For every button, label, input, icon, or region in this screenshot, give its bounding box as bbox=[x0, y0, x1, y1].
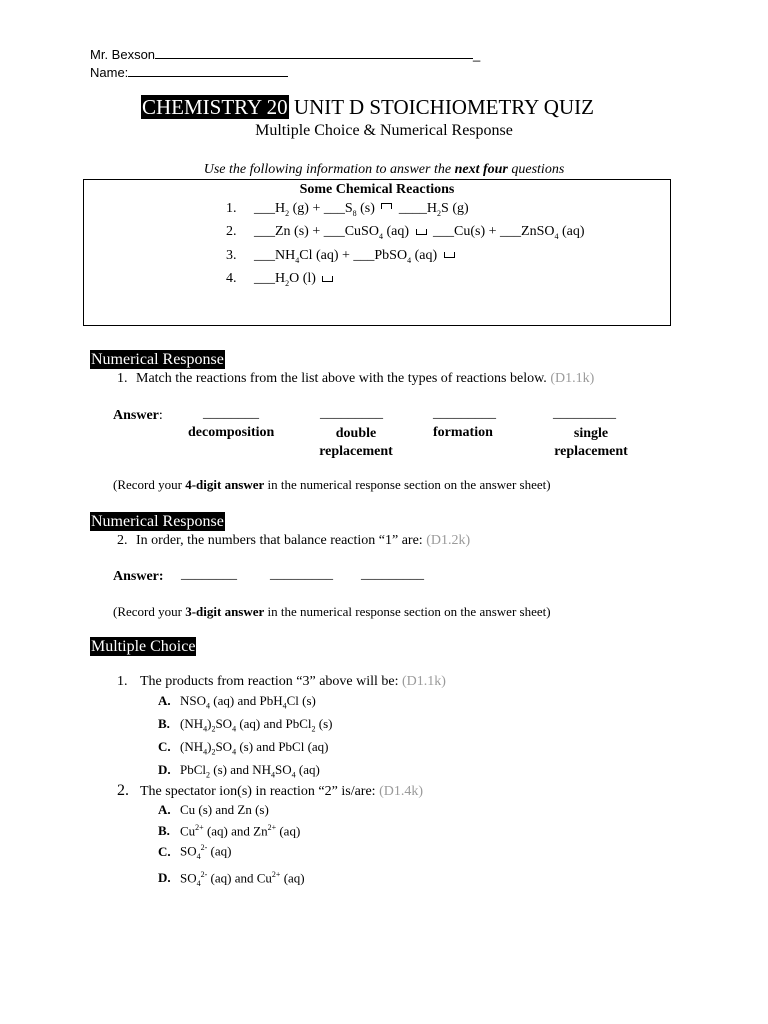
nr1-answer-label: Answer: bbox=[113, 408, 163, 423]
reactions-box bbox=[83, 179, 671, 326]
mc-q2-option-c[interactable]: C. $SO_4^{2-}$ (aq) bbox=[158, 843, 232, 862]
type-double-replacement: double replacement bbox=[319, 426, 393, 459]
name-field[interactable] bbox=[128, 63, 288, 77]
nr1-record-note: (Record your 4-digit answer in the numerical response section on the answer sheet) bbox=[113, 477, 551, 492]
mc-q2-option-a[interactable]: A. Cu (s) and Zn (s) bbox=[158, 802, 269, 817]
type-decomposition: decomposition bbox=[188, 425, 275, 440]
mc-q2: 2. The spectator ion(s) in reaction “2” is/are: (D1.4k) bbox=[117, 782, 424, 799]
teacher-underline bbox=[155, 46, 473, 59]
name-label: Name: bbox=[90, 65, 129, 80]
nr2-record-note: (Record your 3-digit answer in the numerical response section on the answer sheet) bbox=[113, 604, 551, 619]
nr2-answer-label: Answer: bbox=[113, 569, 164, 584]
mc-q1-option-c[interactable]: C. $(NH_4)_2SO_4$ (s) and PbCl (aq) bbox=[158, 739, 329, 757]
nr1-blank-1[interactable]: ________ bbox=[203, 406, 259, 421]
mc-q1-option-b[interactable]: B. $(NH_4)_2SO_4$ (aq) and PbCl$_2$ (s) bbox=[158, 716, 333, 734]
type-formation: formation bbox=[433, 425, 493, 440]
reaction-3: 3. $\_\_\_NH_4Cl$ (aq) + ___PbSO$_4$ (aq) bbox=[226, 247, 585, 270]
title-highlight: CHEMISTRY 20 bbox=[142, 95, 288, 119]
mc-q1-option-a[interactable]: A. $NSO_4$ (aq) and PbH$_4$Cl (s) bbox=[158, 693, 316, 711]
nr1-blank-3[interactable]: _________ bbox=[433, 406, 496, 421]
mc-q1-options bbox=[158, 692, 333, 784]
nr1-blank-4[interactable]: _________ bbox=[553, 406, 616, 421]
mc-q2-options bbox=[158, 801, 305, 892]
nr2-question: 2. In order, the numbers that balance reaction “1” are: (D1.2k) bbox=[117, 533, 471, 548]
reactions-box-title: Some Chemical Reactions bbox=[299, 182, 455, 197]
nr2-blank-1[interactable]: ________ bbox=[181, 567, 237, 582]
mc-q2-code: (D1.4k) bbox=[379, 784, 424, 799]
title-rest: UNIT D STOICHIOMETRY QUIZ bbox=[288, 95, 594, 119]
mc-header: Multiple Choice bbox=[91, 638, 196, 655]
page-title bbox=[141, 95, 594, 120]
teacher-line: Mr. Bexson _ bbox=[90, 47, 481, 62]
mc-q1-code: (D1.1k) bbox=[402, 674, 446, 689]
nr2-blank-2[interactable]: _________ bbox=[270, 567, 333, 582]
name-line bbox=[90, 63, 288, 80]
instruction: Use the following information to answer the next four questions bbox=[203, 162, 565, 177]
reaction-4: 4. $\_\_\_H_2O$ (l) bbox=[226, 270, 585, 293]
teacher-name: Mr. Bexson bbox=[90, 47, 156, 62]
nr2-header: Numerical Response bbox=[91, 513, 224, 530]
nr1-header: Numerical Response bbox=[91, 351, 224, 368]
reaction-1: 1. $\_\_\_H_2$ $(g) + \_\_\_S_8$ (s) $\_\_\_\_H_2S$ (g) bbox=[226, 201, 469, 218]
nr2-blank-3[interactable]: _________ bbox=[361, 567, 424, 582]
subtitle: Multiple Choice & Numerical Response bbox=[255, 122, 513, 139]
nr1-code: (D1.1k) bbox=[550, 371, 595, 386]
nr2-code: (D1.2k) bbox=[426, 533, 471, 548]
nr1-blank-2[interactable]: _________ bbox=[320, 406, 383, 421]
mc-q2-option-b[interactable]: B. $Cu^{2+}$ (aq) and $Zn^{2+}$ (aq) bbox=[158, 822, 301, 838]
nr1-question: 1. Match the reactions from the list above with the types of reactions below. (D1.1k) bbox=[117, 371, 595, 386]
reaction-2: 2. ___Zn (s) + ___CuSO$_4$ (aq) ___Cu(s) + ___ZnSO$_4$ (aq) bbox=[226, 224, 585, 242]
type-single-replacement: single replacement bbox=[554, 426, 628, 459]
mc-q1-option-d[interactable]: D. PbCl$_2$ (s) and $NH_4SO_4$ (aq) bbox=[158, 762, 320, 780]
mc-q2-option-d[interactable]: D. $SO_4^{2-}$ (aq) and $Cu^{2+}$ (aq) bbox=[158, 869, 305, 888]
mc-q1: 1. The products from reaction “3” above will be: (D1.1k) bbox=[117, 674, 446, 689]
